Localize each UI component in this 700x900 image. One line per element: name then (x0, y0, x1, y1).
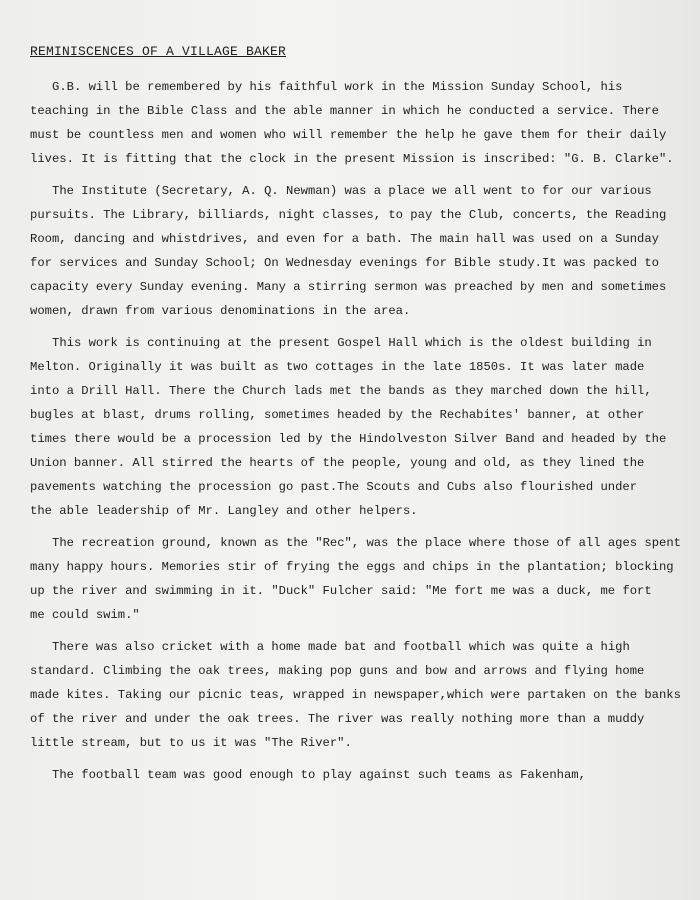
text-line: pavements watching the procession go past.The Scouts and Cubs also flourished under (30, 480, 638, 494)
paragraph (30, 75, 690, 171)
text-line: lives. It is fitting that the clock in the present Mission is inscribed: "G. B. Clarke". (30, 152, 674, 166)
text-line: The recreation ground, known as the "Rec", was the place where those of all ages spent (52, 536, 681, 550)
text-line: capacity every Sunday evening. Many a stirring sermon was preached by men and sometimes (30, 280, 667, 294)
text-line: teaching in the Bible Class and the able manner in which he conducted a service. There (30, 104, 659, 118)
text-line: of the river and under the oak trees. The river was really nothing more than a muddy (30, 712, 645, 726)
text-line: little stream, but to us it was "The River". (30, 736, 352, 750)
text-line: The football team was good enough to play against such teams as Fakenham, (52, 768, 586, 782)
document-title: REMINISCENCES OF A VILLAGE BAKER (30, 44, 287, 59)
text-line: G.B. will be remembered by his faithful work in the Mission Sunday School, his (52, 80, 623, 94)
text-line: must be countless men and women who will remember the help he gave them for their daily (30, 128, 667, 142)
paragraph (30, 635, 690, 755)
paragraph (30, 763, 690, 787)
text-line: up the river and swimming in it. "Duck" Fulcher said: "Me fort me was a duck, me fort (30, 584, 652, 598)
text-line: Union banner. All stirred the hearts of the people, young and old, as they lined the (30, 456, 645, 470)
text-line: made kites. Taking our picnic teas, wrapped in newspaper,which were partaken on the banks (30, 688, 681, 702)
text-line: bugles at blast, drums rolling, sometimes headed by the Rechabites' banner, at other (30, 408, 645, 422)
text-line: This work is continuing at the present Gospel Hall which is the oldest building in (52, 336, 652, 350)
text-line: Room, dancing and whistdrives, and even for a bath. The main hall was used on a Sunday (30, 232, 659, 246)
text-line: There was also cricket with a home made bat and football which was quite a high (52, 640, 630, 654)
text-line: women, drawn from various denominations in the area. (30, 304, 411, 318)
text-line: me could swim." (30, 608, 140, 622)
text-line: times there would be a procession led by the Hindolveston Silver Band and headed by the (30, 432, 667, 446)
text-line: the able leadership of Mr. Langley and other helpers. (30, 504, 418, 518)
text-line: into a Drill Hall. There the Church lads met the bands as they marched down the hill, (30, 384, 652, 398)
document-body (30, 75, 690, 795)
paragraph (30, 331, 690, 523)
paragraph (30, 531, 690, 627)
text-line: for services and Sunday School; On Wednesday evenings for Bible study.It was packed to (30, 256, 659, 270)
text-line: Melton. Originally it was built as two cottages in the late 1850s. It was later made (30, 360, 645, 374)
paragraph (30, 179, 690, 323)
text-line: pursuits. The Library, billiards, night classes, to pay the Club, concerts, the Reading (30, 208, 667, 222)
text-line: many happy hours. Memories stir of frying the eggs and chips in the plantation; blocking (30, 560, 674, 574)
text-line: standard. Climbing the oak trees, making pop guns and bow and arrows and flying home (30, 664, 645, 678)
text-line: The Institute (Secretary, A. Q. Newman) was a place we all went to for our various (52, 184, 652, 198)
